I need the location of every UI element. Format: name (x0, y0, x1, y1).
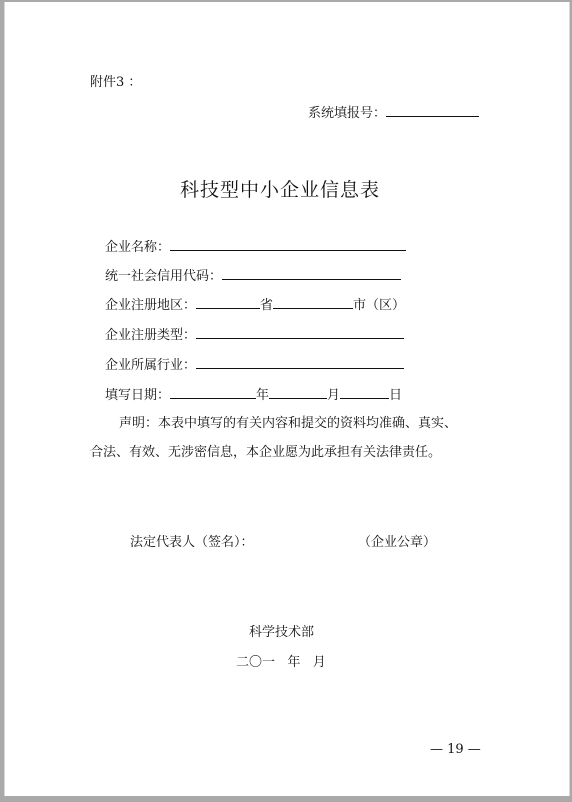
reg-type-label: 企业注册类型： (105, 328, 197, 343)
system-number-row (308, 104, 479, 122)
page-title: 科技型中小企业信息表 (180, 179, 381, 201)
declaration-line-2: 合法、有效、无涉密信息，本企业愿为此承担有关法律责任。 (90, 445, 442, 460)
industry-field[interactable] (196, 356, 404, 369)
day-label: 日 (389, 388, 403, 403)
reg-type-row (105, 326, 404, 344)
company-name-row (105, 238, 406, 256)
document-page (4, 2, 570, 796)
company-name-label: 企业名称： (105, 240, 171, 255)
month-field[interactable] (269, 386, 327, 399)
company-name-field[interactable] (170, 238, 406, 251)
reg-type-field[interactable] (196, 326, 404, 339)
system-number-label: 系统填报号： (308, 106, 387, 121)
credit-code-row (105, 267, 401, 285)
attachment-label: 附件3 ： (90, 75, 142, 90)
page-number: — 19 — (430, 742, 481, 757)
month-label: 月 (327, 388, 341, 403)
system-number-field[interactable] (386, 104, 479, 117)
fill-date-row (105, 386, 402, 404)
legal-representative-signature: 法定代表人（签名）： (130, 535, 254, 550)
city-label: 市（区） (353, 298, 406, 313)
ministry-name: 科学技术部 (249, 625, 315, 640)
province-field[interactable] (196, 296, 260, 309)
industry-label: 企业所属行业： (105, 358, 197, 373)
fill-date-label: 填写日期： (105, 388, 171, 403)
credit-code-field[interactable] (222, 267, 401, 280)
city-field[interactable] (273, 296, 353, 309)
day-field[interactable] (340, 386, 389, 399)
company-seal-label: （企业公章） (358, 535, 437, 550)
reg-area-label: 企业注册地区： (105, 298, 197, 313)
year-field[interactable] (170, 386, 256, 399)
industry-row (105, 356, 404, 374)
year-label: 年 (256, 388, 270, 403)
province-label: 省 (260, 298, 274, 313)
reg-area-row (105, 296, 405, 314)
credit-code-label: 统一社会信用代码： (105, 269, 223, 284)
issue-date: 二〇一 年 月 (236, 655, 326, 670)
declaration-line-1: 声明：本表中填写的有关内容和提交的资料均准确、真实、 (119, 416, 458, 431)
